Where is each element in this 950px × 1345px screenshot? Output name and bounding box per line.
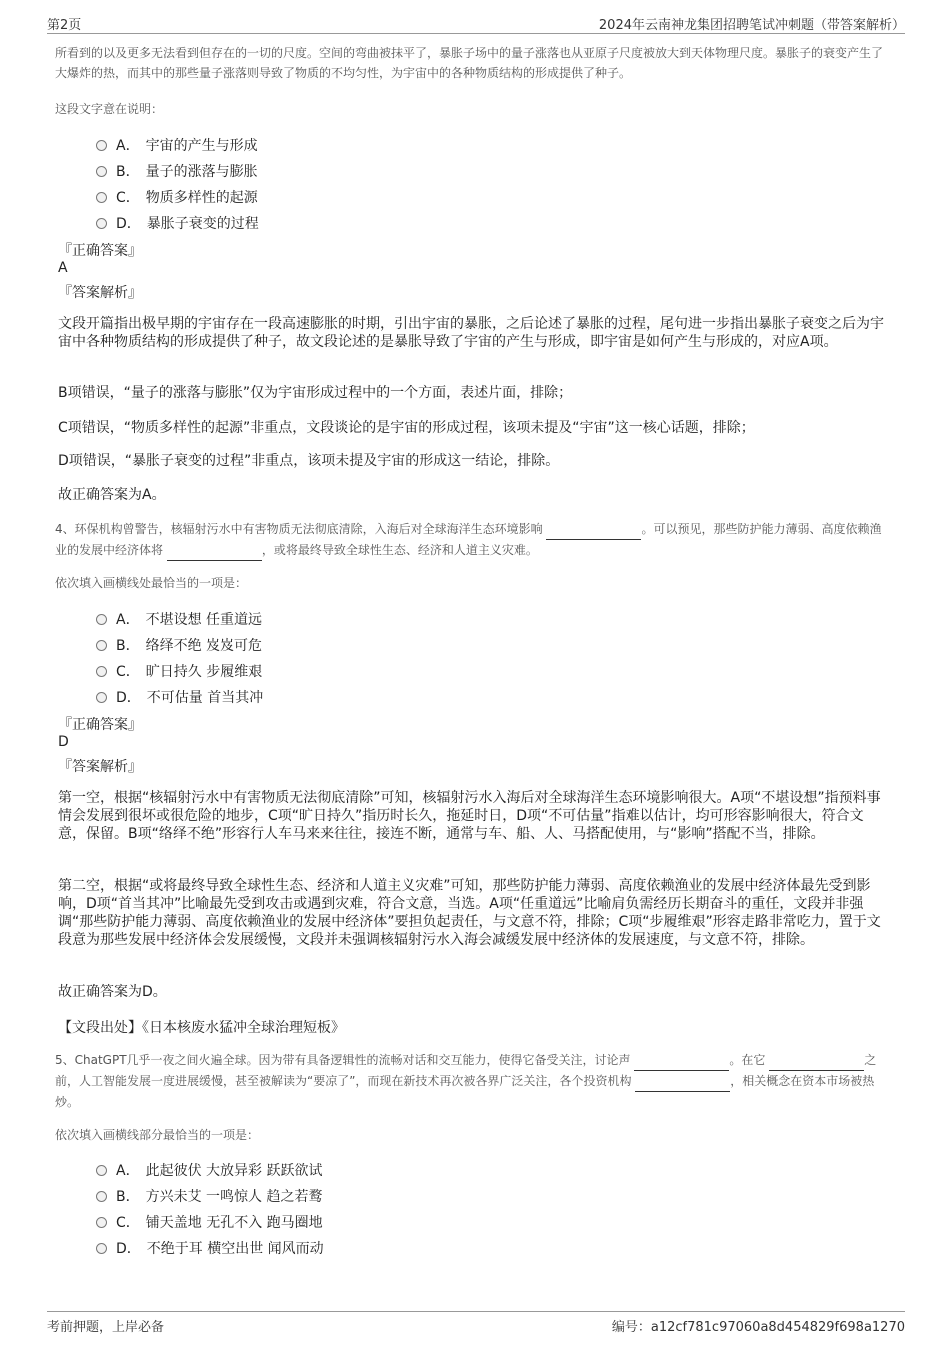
- option-key: A: [116, 138, 126, 154]
- analysis-paragraph: 文段开篇指出极早期的宇宙存在一段高速膨胀的时期，引出宇宙的暴胀，之后论述了暴胀的过程，尾句进一步指出暴胀子衰变之后为宇宙中各种物质结构的形成提供了种子，故文段论述的是暴胀导致了宇宙的产生与形成，即宇宙是如何产生与形成的，对应A项。: [58, 316, 884, 350]
- radio-icon[interactable]: [96, 218, 107, 229]
- option-text: 不堪设想 任重道远: [145, 612, 263, 628]
- q4-stem-part: ，或将最终导致全球性生态、经济和人道主义灾难。: [261, 543, 538, 557]
- q3-option-c[interactable]: C． 物质多样性的起源: [96, 187, 258, 207]
- q4-option-a[interactable]: A． 不堪设想 任重道远: [96, 609, 262, 629]
- option-key: A: [116, 1163, 126, 1179]
- option-text: 量子的涨落与膨胀: [145, 164, 258, 180]
- q4-question: 依次填入画横线处最恰当的一项是：: [55, 576, 248, 590]
- analysis-conclusion: 故正确答案为D。: [58, 984, 167, 1000]
- analysis-paragraph: 第一空，根据“核辐射污水中有害物质无法彻底清除”可知，核辐射污水入海后对全球海洋生态环境影响很大。A项“不堪设想”指预料事情会发展到很坏或很危险的地步，C项“旷日持久”指历时长久，拖延时日，D项“不可估量”指难以估计，均可形容影响很大，符合文意，保留。B项“络绎不绝”形容行人车马来来往往，接连不断，通常与车、船、人、马搭配使用，与“影响”搭配不当，排除。: [58, 790, 881, 842]
- document-code: [612, 1316, 905, 1335]
- fill-blank: [634, 1050, 729, 1071]
- q3-passage: 所看到的以及更多无法看到但存在的一切的尺度。空间的弯曲被抹平了，暴胀子场中的量子涨落也从亚原子尺度被放大到天体物理尺度。暴胀子的衰变产生了大爆炸的热，而其中的那些量子涨落则导致了物质的不均匀性，为宇宙中的各种物质结构的形成提供了种子。: [55, 46, 884, 80]
- document-title: 2024年云南神龙集团招聘笔试冲刺题（带答案解析）: [598, 18, 905, 33]
- radio-icon[interactable]: [96, 166, 107, 177]
- option-key: D: [116, 690, 127, 706]
- analysis-paragraph: 第二空，根据“或将最终导致全球性生态、经济和人道主义灾难”可知，那些防护能力薄弱、高度依赖渔业的发展中经济体最先受到影响，D项“首当其冲”比喻最先受到攻击或遇到灾难，符合文意，当选。A项“任重道远”比喻肩负需经历长期奋斗的重任，文段并非强调“那些防护能力薄弱、高度依赖渔业的发展中经济体”要担负起责任，与文意不符，排除；C项“步履维艰”形容走路非常吃力，置于文段意为那些发展中经济体会发展缓慢，文段并未强调核辐射污水入海会减缓发展中经济体的发展速度，与文意不符，排除。: [58, 878, 881, 948]
- page-number: 第2页: [47, 18, 82, 33]
- option-key: C: [116, 664, 126, 680]
- q5-option-a[interactable]: A． 此起彼伏 大放异彩 跃跃欲试: [96, 1160, 322, 1180]
- q5-stem-part: 。在它: [729, 1053, 766, 1067]
- correct-answer: A: [58, 260, 68, 276]
- q5-option-d[interactable]: D． 不绝于耳 横空出世 闻风而动: [96, 1238, 324, 1258]
- option-text: 不绝于耳 横空出世 闻风而动: [146, 1241, 324, 1257]
- option-text: 络绎不绝 岌岌可危: [145, 638, 263, 654]
- analysis-conclusion: 故正确答案为A。: [58, 487, 166, 503]
- q5-option-b[interactable]: B． 方兴未艾 一鸣惊人 趋之若鹜: [96, 1186, 323, 1206]
- analysis-paragraph: D项错误，“暴胀子衰变的过程”非重点，该项未提及宇宙的形成这一结论，排除。: [58, 453, 560, 469]
- q3-question: 这段文字意在说明：: [55, 102, 164, 116]
- q5-stem: [55, 1050, 885, 1112]
- radio-icon[interactable]: [96, 1165, 107, 1176]
- radio-icon[interactable]: [96, 1243, 107, 1254]
- option-text: 不可估量 首当其冲: [146, 690, 264, 706]
- analysis-paragraph: B项错误，“量子的涨落与膨胀”仅为宇宙形成过程中的一个方面，表述片面，排除；: [58, 385, 573, 401]
- radio-icon[interactable]: [96, 1217, 107, 1228]
- radio-icon[interactable]: [96, 692, 107, 703]
- option-text: 此起彼伏 大放异彩 跃跃欲试: [145, 1163, 323, 1179]
- fill-blank: [546, 519, 641, 540]
- radio-icon[interactable]: [96, 1191, 107, 1202]
- correct-answer: D: [58, 734, 69, 750]
- radio-icon[interactable]: [96, 614, 107, 625]
- radio-icon[interactable]: [96, 140, 107, 151]
- footer-slogan: 考前押题，上岸必备: [47, 1320, 165, 1335]
- option-key: C: [116, 1215, 126, 1231]
- option-text: 方兴未艾 一鸣惊人 趋之若鹜: [145, 1189, 323, 1205]
- radio-icon[interactable]: [96, 192, 107, 203]
- q3-option-b[interactable]: B． 量子的涨落与膨胀: [96, 161, 258, 181]
- code-label: 编号：: [611, 1320, 651, 1335]
- option-text: 暴胀子衰变的过程: [146, 216, 259, 232]
- q5-option-c[interactable]: C． 铺天盖地 无孔不入 跑马圈地: [96, 1212, 323, 1232]
- correct-answer-label: 『正确答案』: [58, 243, 142, 259]
- q4-option-d[interactable]: D． 不可估量 首当其冲: [96, 687, 263, 707]
- q4-stem: [55, 519, 885, 561]
- q4-option-c[interactable]: C． 旷日持久 步履维艰: [96, 661, 262, 681]
- analysis-paragraph: C项错误，“物质多样性的起源”非重点，文段谈论的是宇宙的形成过程，该项未提及“宇宙”这一核心话题，排除；: [58, 420, 755, 436]
- correct-answer-label: 『正确答案』: [58, 717, 142, 733]
- passage-source: 【文段出处】《日本核废水猛冲全球治理短板》: [58, 1020, 345, 1036]
- q3-option-a[interactable]: A． 宇宙的产生与形成: [96, 135, 258, 155]
- analysis-label: 『答案解析』: [58, 759, 142, 775]
- option-key: C: [116, 190, 126, 206]
- option-text: 旷日持久 步履维艰: [145, 664, 263, 680]
- code-value: a12cf781c97060a8d454829f698a1270: [650, 1320, 905, 1335]
- option-text: 铺天盖地 无孔不入 跑马圈地: [145, 1215, 323, 1231]
- option-key: B: [116, 164, 126, 180]
- option-key: A: [116, 612, 126, 628]
- fill-blank: [769, 1050, 864, 1071]
- fill-blank: [635, 1071, 730, 1092]
- q3-option-d[interactable]: D． 暴胀子衰变的过程: [96, 213, 259, 233]
- q5-stem-part: 5、ChatGPT几乎一夜之间火遍全球。因为带有具备逻辑性的流畅对话和交互能力，使得它备受关注，讨论声: [55, 1053, 631, 1067]
- q4-stem-part: 4、环保机构曾警告，核辐射污水中有害物质无法彻底清除，入海后对全球海洋生态环境影响: [55, 522, 543, 536]
- q5-question: 依次填入画横线部分最恰当的一项是：: [55, 1128, 260, 1142]
- option-key: B: [116, 638, 126, 654]
- option-text: 物质多样性的起源: [145, 190, 258, 206]
- page-header: [47, 12, 905, 34]
- analysis-label: 『答案解析』: [58, 285, 142, 301]
- option-key: D: [116, 216, 127, 232]
- option-key: B: [116, 1189, 126, 1205]
- radio-icon[interactable]: [96, 640, 107, 651]
- q5-stem-part: ，相关概念在资本市场被热炒。: [55, 1074, 875, 1109]
- page-footer: [47, 1311, 905, 1335]
- q4-stem-part: 。可以预见，那些防护能力薄弱、高度依赖渔业的发展中经济体将: [55, 522, 882, 557]
- fill-blank: [167, 540, 262, 561]
- q4-option-b[interactable]: B． 络绎不绝 岌岌可危: [96, 635, 262, 655]
- option-text: 宇宙的产生与形成: [145, 138, 258, 154]
- radio-icon[interactable]: [96, 666, 107, 677]
- option-key: D: [116, 1241, 127, 1257]
- q5-stem-part: 之前，人工智能发展一度进展缓慢，甚至被解读为“要凉了”，而现在新技术再次被各界广泛关注，各个投资机构: [55, 1053, 877, 1088]
